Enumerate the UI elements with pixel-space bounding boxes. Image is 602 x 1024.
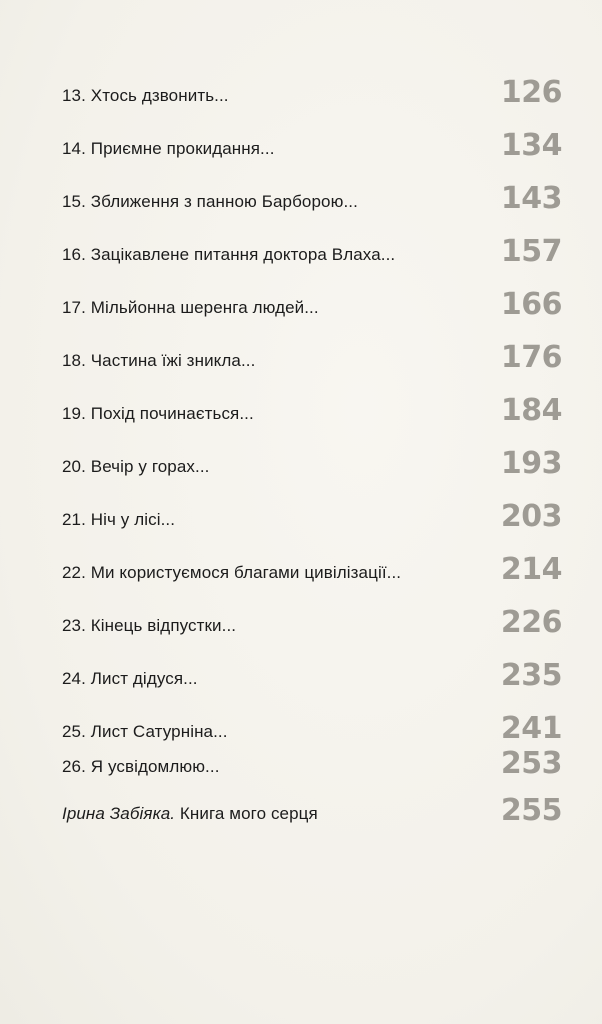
toc-entry-page: 235	[500, 658, 562, 693]
toc-entry-page: 255	[500, 793, 562, 828]
toc-entry-title: 14. Приємне прокидання...	[62, 139, 275, 158]
toc-entry-title: 25. Лист Сатурніна...	[62, 722, 228, 741]
toc-entry-page: 193	[500, 446, 562, 481]
toc-entry-page: 157	[500, 234, 562, 269]
toc-entry	[62, 229, 562, 269]
afterword-title: Книга мого серця	[175, 804, 318, 823]
toc-entry	[62, 335, 562, 375]
toc-entry-page: 226	[500, 605, 562, 640]
toc-entry	[62, 653, 562, 693]
toc-entry-title: 24. Лист дідуся...	[62, 669, 198, 688]
toc-entry-title: 21. Ніч у лісі...	[62, 510, 176, 529]
toc-entry-title: 18. Частина їжі зникла...	[62, 351, 256, 370]
toc-entry	[62, 706, 562, 746]
toc-entry-page: 241	[500, 711, 562, 746]
toc-entry-page: 134	[500, 128, 562, 163]
toc-entry	[62, 741, 562, 781]
toc-entry-page: 166	[500, 287, 562, 322]
toc-entry-title: 15. Зближення з панною Барборою...	[62, 192, 358, 211]
toc-entry-title	[62, 804, 318, 824]
afterword-author: Ірина Забіяка.	[62, 804, 176, 823]
toc-entry-title: 19. Похід починається...	[62, 404, 254, 423]
toc-entry-title: 20. Вечір у горах...	[62, 457, 210, 476]
toc-entry	[62, 282, 562, 322]
toc-entry-title: 16. Зацікавлене питання доктора Влаха...	[62, 245, 396, 264]
toc-entry	[62, 70, 562, 110]
toc-entry-title: 22. Ми користуємося благами цивілізації...	[62, 563, 402, 582]
toc-entry-page: 184	[500, 393, 562, 428]
toc-entry-title: 26. Я усвідомлюю...	[62, 757, 220, 776]
toc-entry	[62, 388, 562, 428]
toc-entry	[62, 123, 562, 163]
toc-entry	[62, 547, 562, 587]
toc-entry	[62, 494, 562, 534]
toc-entry-title: 23. Кінець відпустки...	[62, 616, 237, 635]
toc-entry	[62, 441, 562, 481]
toc-entry-title: 17. Мільйонна шеренга людей...	[62, 298, 319, 317]
toc-entry	[62, 600, 562, 640]
toc-entry-page: 214	[500, 552, 562, 587]
toc-entry-page: 203	[500, 499, 562, 534]
toc-entry-afterword	[62, 788, 562, 828]
toc-entry-page: 253	[500, 746, 562, 781]
toc-entry	[62, 176, 562, 216]
toc-entry-title: 13. Хтось дзвонить...	[62, 86, 229, 105]
toc-entry-page: 126	[500, 75, 562, 110]
toc-entry-page: 143	[500, 181, 562, 216]
toc-entry-page: 176	[500, 340, 562, 375]
